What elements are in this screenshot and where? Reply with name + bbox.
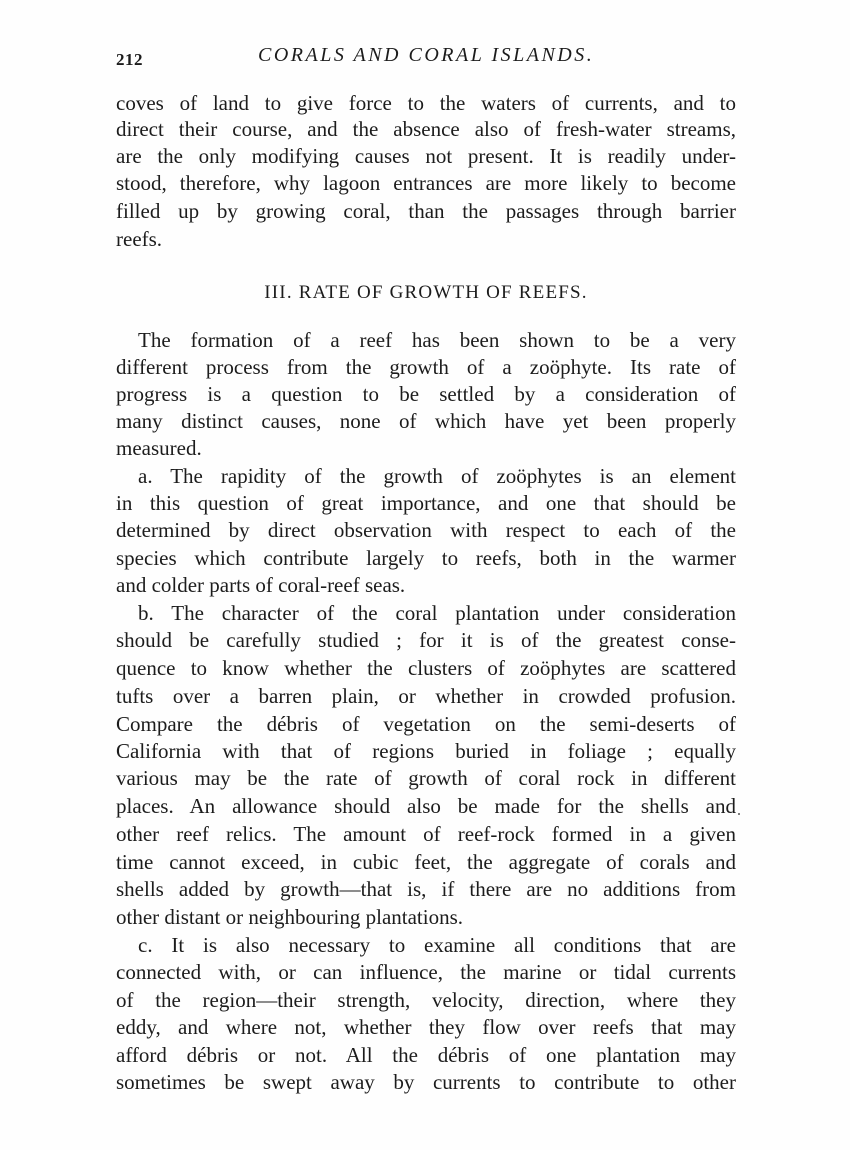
text-line: should be carefully studied ; for it is of the greatest conse- bbox=[116, 628, 736, 652]
paragraph-first-line: c. It is also necessary to examine all conditions that are bbox=[138, 933, 736, 957]
text-line: California with that of regions buried in foliage ; equally bbox=[116, 739, 736, 763]
text-line: eddy, and where not, whether they flow over reefs that may bbox=[116, 1015, 736, 1039]
text-line: of the region—their strength, velocity, direction, where they bbox=[116, 988, 736, 1012]
text-line: species which contribute largely to reefs, both in the warmer bbox=[116, 546, 736, 570]
text-line: other distant or neighbouring plantations. bbox=[116, 905, 464, 929]
text-line: reefs. bbox=[116, 227, 163, 251]
text-line: direct their course, and the absence also of fresh-water streams, bbox=[116, 117, 736, 141]
text-line: different process from the growth of a zoöphyte. Its rate of bbox=[116, 355, 736, 379]
text-line: time cannot exceed, in cubic feet, the aggregate of corals and bbox=[116, 850, 736, 874]
text-line: coves of land to give force to the waters of currents, and to bbox=[116, 91, 736, 115]
print-speck bbox=[738, 813, 740, 815]
paragraph-first-line: b. The character of the coral plantation under consideration bbox=[138, 601, 736, 625]
text-line: quence to know whether the clusters of zoöphytes are scattered bbox=[116, 656, 736, 680]
text-line: various may be the rate of growth of coral rock in different bbox=[116, 766, 736, 790]
text-line: are the only modifying causes not present. It is readily under- bbox=[116, 144, 736, 168]
text-line: other reef relics. The amount of reef-rock formed in a given bbox=[116, 822, 736, 846]
text-line: many distinct causes, none of which have yet been properly bbox=[116, 409, 736, 433]
text-line: connected with, or can influence, the marine or tidal currents bbox=[116, 960, 736, 984]
text-line: Compare the débris of vegetation on the semi-deserts of bbox=[116, 712, 736, 736]
text-line: shells added by growth—that is, if there are no additions from bbox=[116, 877, 736, 901]
text-line: measured. bbox=[116, 436, 202, 460]
text-line: stood, therefore, why lagoon entrances are more likely to become bbox=[116, 171, 736, 195]
text-line: places. An allowance should also be made for the shells and bbox=[116, 794, 736, 818]
text-line: filled up by growing coral, than the passages through barrier bbox=[116, 199, 736, 223]
paragraph-first-line: The formation of a reef has been shown to be a very bbox=[138, 328, 736, 352]
running-title: CORALS AND CORAL ISLANDS. bbox=[258, 44, 595, 66]
running-head bbox=[116, 44, 736, 74]
text-line: afford débris or not. All the débris of one plantation may bbox=[116, 1043, 736, 1067]
text-line: and colder parts of coral-reef seas. bbox=[116, 573, 406, 597]
text-line: sometimes be swept away by currents to contribute to other bbox=[116, 1070, 736, 1094]
text-line: progress is a question to be settled by a consideration of bbox=[116, 382, 736, 406]
text-line: tufts over a barren plain, or whether in crowded profusion. bbox=[116, 684, 736, 708]
text-line: determined by direct observation with respect to each of the bbox=[116, 518, 736, 542]
page-number: 212 bbox=[116, 50, 143, 69]
section-heading: III. RATE OF GROWTH OF REEFS. bbox=[264, 282, 588, 303]
paragraph-first-line: a. The rapidity of the growth of zoöphytes is an element bbox=[138, 464, 736, 488]
text-line: in this question of great importance, and one that should be bbox=[116, 491, 736, 515]
